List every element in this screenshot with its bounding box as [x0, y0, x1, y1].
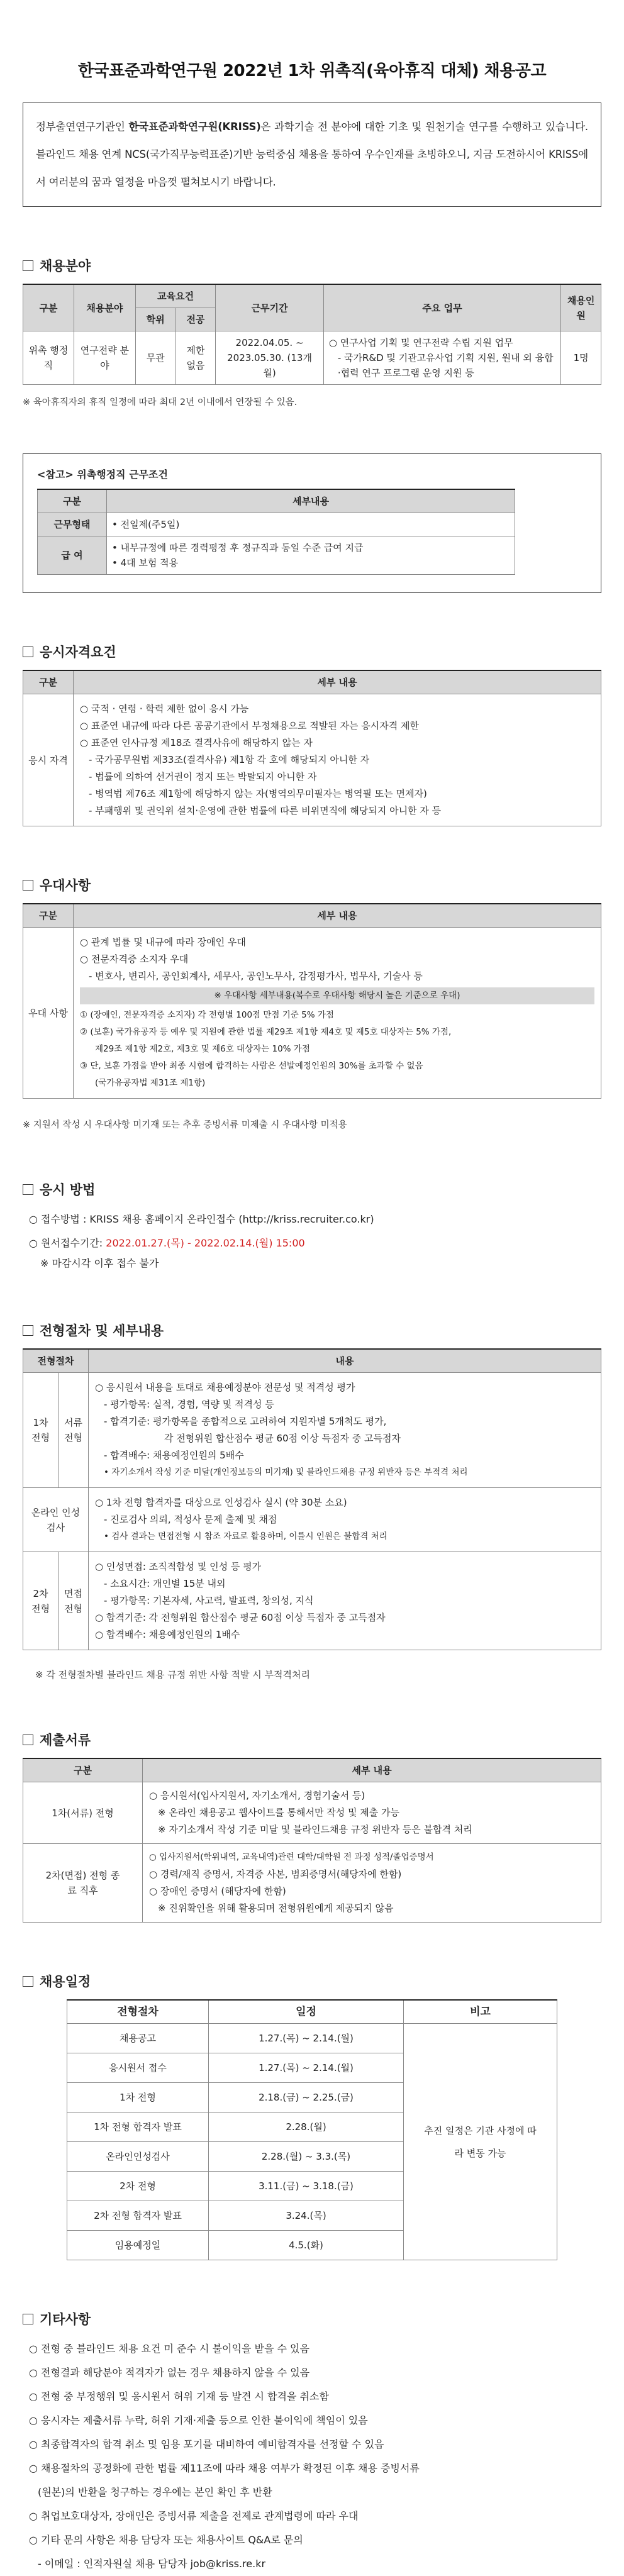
stage-content	[89, 1488, 601, 1552]
section-title	[23, 2309, 601, 2328]
list-item: - 평가항목: 실적, 경험, 역량 및 적격성 등	[104, 1399, 274, 1410]
section-schedule	[23, 1972, 601, 2260]
section-title	[23, 256, 601, 275]
schedule-step: 1차 전형	[67, 2083, 209, 2112]
section-title-text: 응시자격요건	[40, 645, 116, 660]
stage-label: 2차 전형	[23, 1552, 58, 1650]
schedule-date: 2.18.(금) ~ 2.25.(금)	[209, 2083, 404, 2112]
section-recruitment-field	[23, 256, 601, 408]
page	[23, 0, 601, 2576]
row-label: 1차(서류) 전형	[23, 1782, 143, 1844]
schedule-date: 3.11.(금) ~ 3.18.(금)	[209, 2172, 404, 2201]
square-bullet-icon	[23, 1325, 33, 1336]
eligibility-table	[23, 670, 601, 826]
row-item: • 4대 보험 적용	[112, 557, 179, 569]
intro-text-1: 정부출연연구기관인	[36, 121, 129, 133]
square-bullet-icon	[23, 1976, 33, 1987]
other-list	[23, 2337, 601, 2576]
period-value: 2022.01.27.(목) - 2022.02.14.(월) 15:00	[106, 1237, 305, 1249]
col-header: 구분	[23, 1758, 143, 1782]
list-item: (원본)의 반환을 청구하는 경우에는 본인 확인 후 반환	[38, 2486, 272, 2498]
schedule-date: 1.27.(목) ~ 2.14.(월)	[209, 2053, 404, 2083]
square-bullet-icon	[23, 1184, 33, 1195]
preferences-table	[23, 903, 601, 1099]
col-header: 전형절차	[67, 2000, 209, 2024]
stage-label: 1차 전형	[23, 1373, 58, 1488]
cell-type: 위촉 행정직	[23, 331, 74, 385]
list-item: ○ 전형 중 블라인드 채용 요건 미 준수 시 불이익을 받을 수 있음	[29, 2343, 309, 2355]
col-header: 학위	[135, 308, 176, 331]
row-content	[74, 694, 601, 826]
list-item: ○ 합격기준: 각 전형위원 합산점수 평균 60점 이상 득점자 중 고득점자	[95, 1612, 386, 1623]
list-item: ※ 온라인 채용공고 웹사이트를 통해서만 작성 및 제출 가능	[158, 1807, 399, 1818]
note: ※ 지원서 작성 시 우대사항 미기재 또는 추후 증빙서류 미제출 시 우대사항 미적용	[23, 1120, 347, 1130]
method-list	[23, 1208, 601, 1272]
list-item	[29, 1231, 601, 1255]
row-content	[143, 1844, 601, 1923]
list-item: ○ 응시원서(입사지원서, 자기소개서, 경험기술서 등)	[149, 1790, 365, 1801]
schedule-step: 1차 전형 합격자 발표	[67, 2112, 209, 2142]
section-title-text: 채용분야	[40, 258, 91, 274]
cell-period: 2022.04.05. ~ 2023.05.30. (13개월)	[216, 331, 324, 385]
reference-box	[23, 453, 601, 593]
row-label: 급 여	[38, 536, 107, 575]
square-bullet-icon	[23, 647, 33, 657]
list-item: - 소요시간: 개인별 15분 내외	[104, 1578, 226, 1589]
list-item: ○ 응시원서 내용을 토대로 채용예정분야 전문성 및 적격성 평가	[95, 1382, 355, 1393]
section-eligibility	[23, 642, 601, 826]
section-title	[23, 1730, 601, 1749]
list-item: ○ 응시자는 제출서류 누락, 허위 기재·제출 등으로 인한 불이익에 책임이 있음	[29, 2414, 368, 2426]
note: ※ 육아휴직자의 휴직 일정에 따라 최대 2년 이내에서 연장될 수 있음.	[23, 397, 298, 408]
col-header: 세부 내용	[74, 670, 601, 694]
stage-content	[89, 1373, 601, 1488]
schedule-step: 2차 전형	[67, 2172, 209, 2201]
section-application-method	[23, 1180, 601, 1272]
row-label: 근무형태	[38, 513, 107, 536]
row-content	[107, 536, 515, 575]
stage-sub-label: 서류 전형	[58, 1373, 89, 1488]
section-title-text: 우대사항	[40, 878, 91, 893]
list-item: ○ 합격배수: 채용예정인원의 1배수	[95, 1629, 240, 1640]
documents-table	[23, 1758, 601, 1923]
row-item: • 전일제(주5일)	[112, 519, 180, 530]
stage-sub-label: 면접 전형	[58, 1552, 89, 1650]
schedule-step: 임용예정일	[67, 2231, 209, 2260]
col-header: 채용인원	[561, 284, 601, 331]
list-item: ○ 전형 중 부정행위 및 응시원서 허위 기재 등 발견 시 합격을 취소함	[29, 2390, 329, 2402]
list-item: - 합격배수: 채용예정인원의 5배수	[104, 1450, 244, 1461]
col-header: 주요 업무	[323, 284, 560, 331]
list-item: ○ 표준연 인사규정 제18조 결격사유에 해당하지 않는 자	[80, 737, 313, 748]
shaded-note: ※ 우대사항 세부내용(복수로 우대사항 해당시 높은 기준으로 우대)	[80, 987, 594, 1004]
cell-field: 연구전략 분야	[74, 331, 135, 385]
list-item: ○ 접수방법 : KRISS 채용 홈페이지 온라인접수 (http://kriss.recruiter.co.kr)	[29, 1213, 374, 1225]
schedule-date: 4.5.(화)	[209, 2231, 404, 2260]
list-item: - 병역법 제76조 제1항에 해당하지 않는 자(병역의무미필자는 병역필 또는 면제자)	[89, 788, 427, 799]
list-item: ○ 입사지원서(학위내역, 교육내역)관련 대학/대학원 전 과정 성적/졸업증명서	[149, 1852, 434, 1862]
col-header: 구분	[23, 284, 74, 331]
col-header: 세부 내용	[143, 1758, 601, 1782]
list-item: ○ 표준연 내규에 따라 다른 공공기관에서 부정채용으로 적발된 자는 응시자격 제한	[80, 720, 419, 731]
list-item: - 합격기준: 평가항목을 종합적으로 고려하여 지원자별 5개척도 평가,	[104, 1416, 387, 1427]
schedule-date: 1.27.(목) ~ 2.14.(월)	[209, 2024, 404, 2053]
cell-duties	[323, 331, 560, 385]
square-bullet-icon	[23, 1735, 33, 1745]
list-item: (국가유공자법 제31조 제1항)	[95, 1078, 206, 1088]
list-item: ○ 채용절차의 공정화에 관한 법률 제11조에 따라 채용 여부가 확정된 이후 채용 증빙서류	[29, 2462, 420, 2474]
section-title-text: 기타사항	[40, 2312, 91, 2327]
list-item: ○ 경력/재직 증명서, 자격증 사본, 범죄증명서(해당자에 한함)	[149, 1868, 402, 1880]
col-header: 채용분야	[74, 284, 135, 331]
intro-org-name: 한국표준과학연구원(KRISS)	[128, 121, 261, 133]
schedule-date: 2.28.(월)	[209, 2112, 404, 2142]
period-label: ○ 원서접수기간:	[29, 1237, 106, 1249]
schedule-remark: 추진 일정은 기관 사정에 따라 변동 가능	[404, 2024, 557, 2260]
stage-content	[89, 1552, 601, 1650]
section-title-text: 채용일정	[40, 1974, 91, 1989]
schedule-step: 채용공고	[67, 2024, 209, 2053]
note: ※ 마감시각 이후 접수 불가	[40, 1257, 159, 1269]
schedule-date: 3.24.(목)	[209, 2201, 404, 2231]
col-header: 전형절차	[23, 1349, 89, 1373]
process-table	[23, 1348, 601, 1650]
schedule-step: 응시원서 접수	[67, 2053, 209, 2083]
section-title	[23, 1972, 601, 1990]
list-item: ○ 취업보호대상자, 장애인은 증빙서류 제출을 전제로 관계법령에 따라 우대	[29, 2510, 359, 2522]
section-preferences	[23, 875, 601, 1131]
list-item: - 변호사, 변리사, 공인회계사, 세무사, 공인노무사, 감정평가사, 법무사, 기술사 등	[89, 970, 423, 982]
col-header: 전공	[176, 308, 216, 331]
note: ※ 각 전형절차별 블라인드 채용 규정 위반 사항 적발 시 부적격처리	[35, 1669, 310, 1680]
section-title-text: 전형절차 및 세부내용	[40, 1323, 164, 1338]
schedule-step: 온라인인성검사	[67, 2142, 209, 2172]
list-item: ○ 최종합격자의 합격 취소 및 임용 포기를 대비하여 예비합격자를 선정할 수 있음	[29, 2438, 384, 2450]
col-header: 내용	[89, 1349, 601, 1373]
intro-text-2: 은 과학기술 전 분야에 대한 기초 및 원천기술 연구를 수행하고 있습니다. 블라인드 채용 연계 NCS(국가직무능력표준)기반 능력중심 채용을 통하여 우수인재를 초빙하오니, 지금 도전하시어 KRISS에서 여러분의 꿈과 열정을 마음껏 펼쳐보시기 바랍니다.	[36, 121, 588, 188]
col-header: 근무기간	[216, 284, 324, 331]
list-item: • 자기소개서 작성 기준 미달(개인정보등의 미기재) 및 블라인드채용 규정 위반자 등은 부적격 처리	[104, 1467, 468, 1477]
row-label: 2차(면접) 전형 종료 직후	[23, 1844, 143, 1923]
cell-major: 제한 없음	[176, 331, 216, 385]
row-content	[74, 928, 601, 1099]
col-header: 구분	[38, 489, 107, 513]
list-item: • 검사 결과는 면접전형 시 참조 자료로 활용하며, 이를시 인원은 불합격 처리	[104, 1531, 387, 1541]
cell-count: 1명	[561, 331, 601, 385]
section-title	[23, 642, 601, 661]
row-item: • 내부규정에 따른 경력평정 후 정규직과 동일 수준 급여 지급	[112, 542, 364, 553]
list-item: ○ 장애인 증명서 (해당자에 한함)	[149, 1885, 286, 1897]
col-header: 일정	[209, 2000, 404, 2024]
square-bullet-icon	[23, 2314, 33, 2324]
list-item: ※ 진위확인을 위해 활용되며 전형위원에게 제공되지 않음	[158, 1902, 394, 1914]
recruitment-table	[23, 284, 601, 385]
schedule-step: 2차 전형 합격자 발표	[67, 2201, 209, 2231]
row-content	[107, 513, 515, 536]
list-item: ② (보훈) 국가유공자 등 예우 및 지원에 관한 법률 제29조 제1항 제4호 및 제5호 대상자는 5% 가점,	[80, 1027, 452, 1037]
col-header: 세부 내용	[74, 904, 601, 928]
section-title	[23, 1321, 601, 1340]
intro-box	[23, 103, 601, 207]
list-item: ○ 1차 전형 합격자를 대상으로 인성검사 실시 (약 30분 소요)	[95, 1497, 347, 1508]
conditions-table	[37, 489, 515, 575]
list-item: - 부패행위 및 권익위 설치·운영에 관한 법률에 따른 비위면직에 해당되지 아니한 자 등	[89, 805, 442, 816]
col-header: 비고	[404, 2000, 557, 2024]
row-label: 응시 자격	[23, 694, 74, 826]
list-item: ※ 자기소개서 작성 기준 미달 및 블라인드채용 규정 위반자 등은 불합격 처리	[158, 1824, 472, 1835]
row-content	[143, 1782, 601, 1844]
square-bullet-icon	[23, 260, 33, 271]
col-header: 구분	[23, 904, 74, 928]
list-item: ○ 기타 문의 사항은 채용 담당자 또는 채용사이트 Q&A로 문의	[29, 2534, 303, 2546]
duty-line: ○ 연구사업 기획 및 연구전략 수립 지원 업무	[328, 337, 513, 348]
schedule-date: 2.28.(월) ~ 3.3.(목)	[209, 2142, 404, 2172]
section-selection-process	[23, 1321, 601, 1681]
list-item: - 법률에 의하여 선거권이 정지 또는 박탈되지 아니한 자	[89, 771, 317, 782]
list-item: ○ 관계 법률 및 내규에 따라 장애인 우대	[80, 936, 246, 948]
section-documents	[23, 1730, 601, 1923]
list-item: ① (장애인, 전문자격증 소지자) 각 전형별 100점 만점 기준 5% 가점	[80, 1010, 334, 1020]
section-title-text: 응시 방법	[40, 1182, 96, 1197]
cell-degree: 무관	[135, 331, 176, 385]
col-header: 교육요건	[135, 284, 215, 308]
row-label: 우대 사항	[23, 928, 74, 1099]
page-title: 한국표준과학연구원 2022년 1차 위촉직(육아휴직 대체) 채용공고	[77, 62, 547, 80]
list-item: ○ 국적 · 연령 · 학력 제한 없이 응시 가능	[80, 703, 249, 714]
schedule-table	[67, 1999, 557, 2260]
list-item: ○ 전문자격증 소지자 우대	[80, 953, 189, 965]
list-item: - 이메일 : 인적자원실 채용 담당자 job@kriss.re.kr	[38, 2558, 266, 2570]
stage-label: 온라인 인성검사	[23, 1488, 89, 1552]
list-item: ○ 전형결과 해당분야 적격자가 없는 경우 채용하지 않을 수 있음	[29, 2367, 310, 2379]
section-other	[23, 2309, 601, 2576]
duty-line: - 국가R&D 및 기관고유사업 기획 지원, 원내 외 융합·협력 연구 프로그램 운영 지원 등	[337, 352, 554, 379]
section-title	[23, 875, 601, 894]
list-item: - 평가항목: 기본자세, 사고력, 발표력, 창의성, 지식	[104, 1595, 314, 1606]
col-header: 세부내용	[107, 489, 515, 513]
list-item: ○ 인성면접: 조직적합성 및 인성 등 평가	[95, 1561, 262, 1572]
list-item: - 국가공무원법 제33조(결격사유) 제1항 각 호에 해당되지 아니한 자	[89, 754, 370, 765]
section-title-text: 제출서류	[40, 1733, 91, 1748]
list-item: - 진로검사 의뢰, 적성사 문제 출제 및 채점	[104, 1514, 277, 1525]
list-item: 각 전형위원 합산점수 평균 60점 이상 득점자 중 고득점자	[164, 1433, 401, 1444]
section-title	[23, 1180, 601, 1199]
square-bullet-icon	[23, 880, 33, 891]
list-item: ③ 단, 보훈 가점을 받아 최종 시험에 합격하는 사람은 선발예정인원의 30%를 초과할 수 없음	[80, 1061, 423, 1071]
reference-title: <참고> 위촉행정직 근무조건	[37, 469, 168, 480]
list-item: 제29조 제1항 제2호, 제3호 및 제6호 대상자는 10% 가점	[95, 1044, 310, 1054]
col-header: 구분	[23, 670, 74, 694]
